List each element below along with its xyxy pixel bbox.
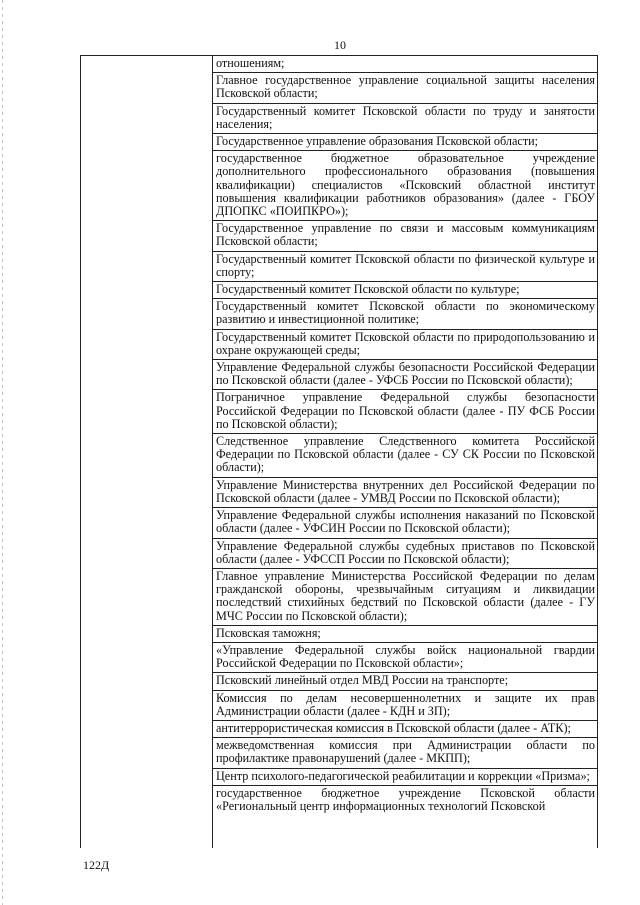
table-row: Государственное управление образования Псковской области; (213, 134, 597, 151)
table-row: Комиссия по делам несовершеннолетних и защите их прав Администрации области (далее - КДН и ЗП); (213, 691, 597, 721)
table-row: Государственный комитет Псковской области по экономическому развитию и инвестиционной политике; (213, 299, 597, 329)
table-row: межведомственная комиссия при Администрации области по профилактике правонарушений (далее - МКПП); (213, 738, 597, 768)
footer-code: 122Д (83, 858, 110, 872)
scan-edge (2, 0, 3, 905)
table-row: Управление Федеральной службы судебных приставов по Псковской области (далее - УФССП России по Псковской области); (213, 539, 597, 569)
table-row: Псковская таможня; (213, 626, 597, 643)
table-row: «Управление Федеральной службы войск национальной гвардии Российской Федерации по Псковской области»; (213, 643, 597, 673)
table-row: Управление Министерства внутренних дел Российской Федерации по Псковской области (далее - УМВД России по Псковской области); (213, 478, 597, 508)
table-row: Государственное управление по связи и массовым коммуникациям Псковской области; (213, 221, 597, 251)
table-row: антитеррористическая комиссия в Псковской области (далее - АТК); (213, 721, 597, 738)
page-number: 10 (334, 38, 346, 52)
table-row: Пограничное управление Федеральной службы безопасности Российской Федерации по Псковской области (далее - ПУ ФСБ России по Псковской области); (213, 390, 597, 434)
table-row: Государственный комитет Псковской области по культуре; (213, 282, 597, 299)
table-row: Государственный комитет Псковской области по физической культуре и спорту; (213, 252, 597, 282)
table-row: Центр психолого-педагогической реабилитации и коррекции «Призма»; (213, 769, 597, 786)
table-row: государственное бюджетное учреждение Псковской области «Региональный центр информационных технологий Псковской (216, 785, 595, 813)
table-row: Главное государственное управление социальной защиты населения Псковской области; (213, 73, 597, 103)
table-row: Управление Федеральной службы исполнения наказаний по Псковской области (далее - УФСИН России по Псковской области); (213, 508, 597, 538)
table-row: Управление Федеральной службы безопасности Российской Федерации по Псковской области (далее - УФСБ России по Псковской области); (213, 360, 597, 390)
table-rows (213, 56, 597, 815)
table-row: Псковский линейный отдел МВД России на транспорте; (213, 673, 597, 690)
table-row: Государственный комитет Псковской области по труду и занятости населения; (213, 104, 597, 134)
table-row: Государственный комитет Псковской области по природопользованию и охране окружающей среды; (213, 330, 597, 360)
table-row: государственное бюджетное образовательное учреждение дополнительного профессионального образования (повышения квалификации) специалистов «Псковский областной институт повышения квалификации работников образования» (далее - ГБОУ ДПОПКС «ПОИПКРО»); (213, 151, 597, 221)
table-row: Следственное управление Следственного комитета Российской Федерации по Псковской области (далее - СУ СК России по Псковской области); (213, 434, 597, 478)
left-column-empty-cell (81, 56, 213, 848)
table-row: Главное управление Министерства Российской Федерации по делам гражданской обороны, чрезвычайным ситуациям и ликвидации последствий стихийных бедствий по Псковской области (далее - ГУ МЧС России по Псковской области); (213, 569, 597, 626)
table-row: отношениям; (213, 56, 597, 73)
document-table (80, 55, 598, 848)
